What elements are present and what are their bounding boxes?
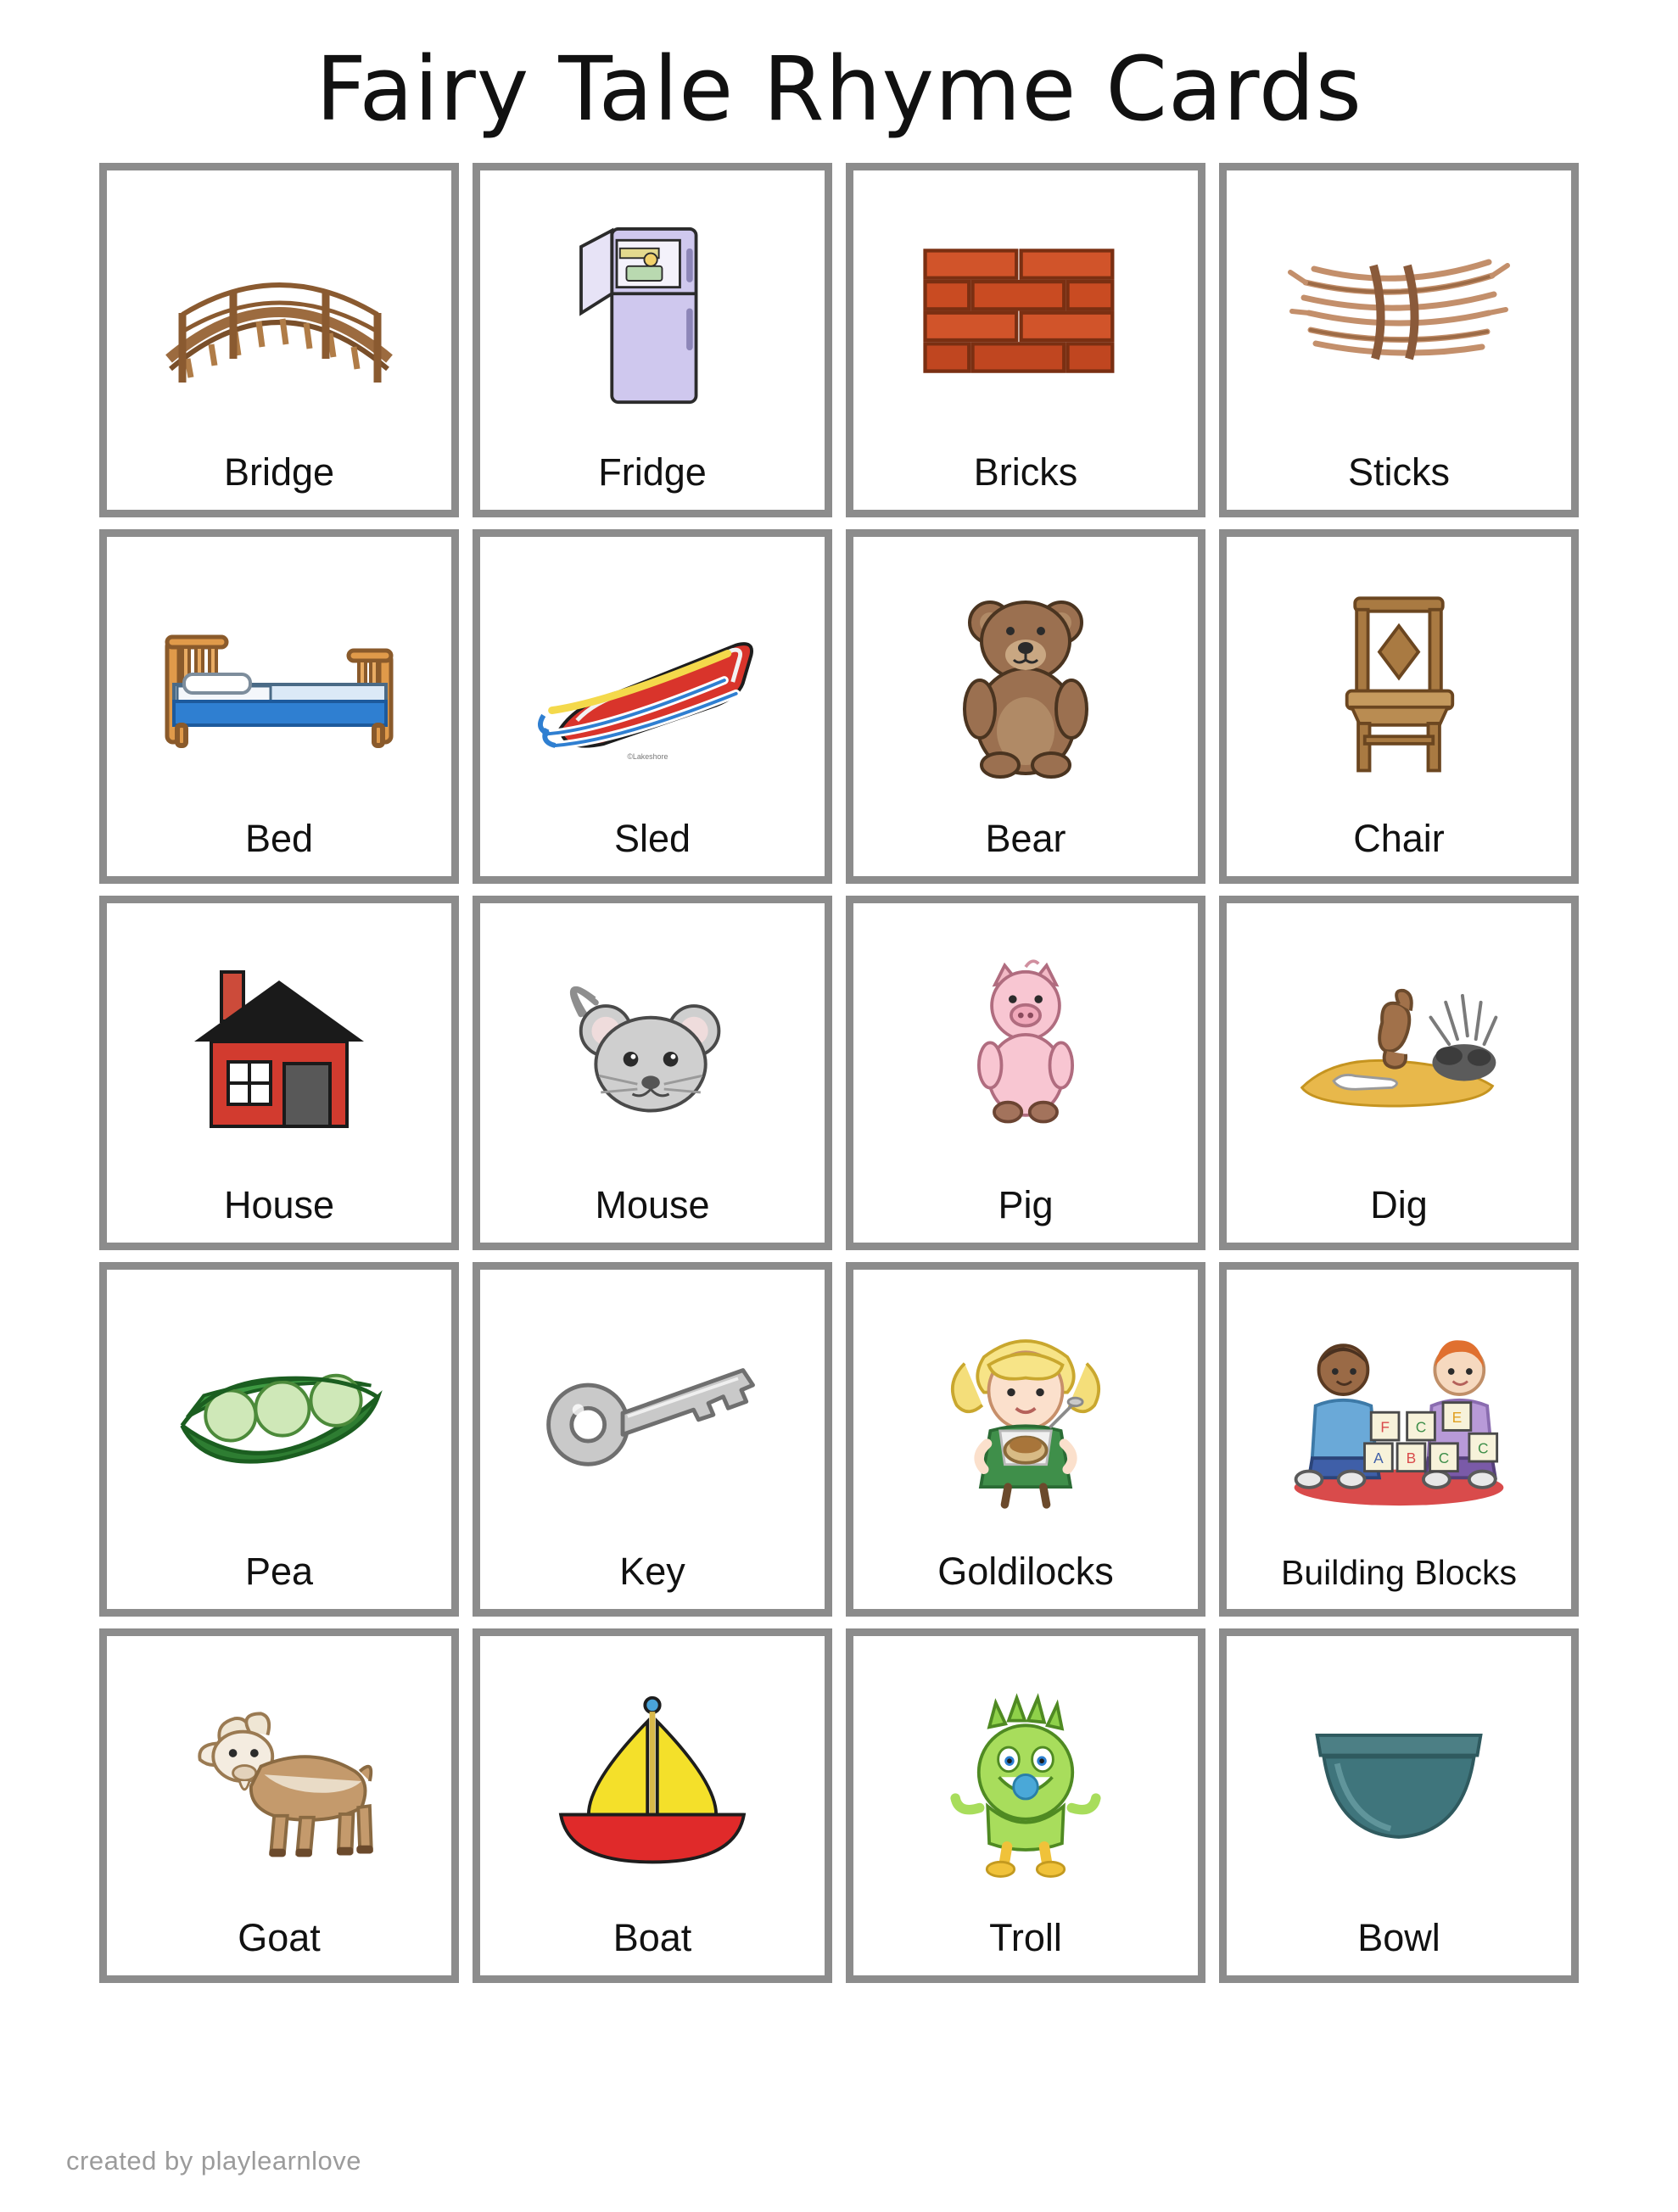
credit-line: created by playlearnlove bbox=[66, 2146, 362, 2176]
pea-pod-icon bbox=[162, 1349, 396, 1483]
svg-text:C: C bbox=[1415, 1418, 1427, 1436]
card-label: Bed bbox=[244, 817, 314, 861]
card-label: Pig bbox=[998, 1183, 1054, 1227]
card-label: House bbox=[223, 1183, 335, 1227]
boat-icon bbox=[545, 1692, 759, 1872]
sled-icon bbox=[527, 603, 778, 762]
svg-text:©Lakeshore: ©Lakeshore bbox=[627, 751, 668, 761]
rhyme-card bbox=[846, 529, 1205, 884]
rhyme-card bbox=[473, 529, 832, 884]
rhyme-card bbox=[473, 1262, 832, 1617]
card-art bbox=[112, 1645, 446, 1919]
card-label: Goat bbox=[238, 1916, 321, 1960]
card-label: Bricks bbox=[973, 450, 1078, 494]
mouse-icon bbox=[544, 966, 761, 1132]
goat-icon bbox=[164, 1695, 394, 1868]
bed-icon bbox=[152, 606, 406, 759]
bricks-icon bbox=[907, 234, 1144, 399]
rhyme-card bbox=[846, 1262, 1205, 1617]
card-art bbox=[485, 912, 819, 1186]
card-art bbox=[112, 1278, 446, 1552]
chair-icon bbox=[1317, 585, 1480, 780]
bridge-icon bbox=[139, 232, 419, 401]
svg-text:A: A bbox=[1373, 1449, 1384, 1466]
rhyme-card bbox=[473, 896, 832, 1250]
rhyme-card bbox=[846, 163, 1205, 517]
card-label: Bridge bbox=[223, 450, 335, 494]
card-label: Goldilocks bbox=[937, 1550, 1114, 1594]
card-art bbox=[859, 179, 1193, 453]
card-art bbox=[1232, 179, 1566, 453]
printable-page bbox=[0, 37, 1678, 2212]
svg-text:C: C bbox=[1477, 1439, 1489, 1457]
pig-icon bbox=[945, 952, 1106, 1146]
rhyme-card bbox=[99, 529, 459, 884]
rhyme-card bbox=[99, 896, 459, 1250]
rhyme-card bbox=[1219, 896, 1579, 1250]
troll-icon bbox=[941, 1684, 1110, 1880]
card-label: Fridge bbox=[598, 450, 707, 494]
fridge-icon bbox=[563, 218, 741, 415]
card-art bbox=[859, 545, 1193, 819]
rhyme-card[interactable] bbox=[99, 163, 459, 517]
card-label: Key bbox=[619, 1550, 685, 1594]
rhyme-card bbox=[1219, 1262, 1579, 1617]
svg-text:E: E bbox=[1451, 1408, 1463, 1426]
rhyme-card bbox=[99, 1262, 459, 1617]
card-art bbox=[112, 912, 446, 1186]
bear-icon bbox=[941, 585, 1110, 780]
key-icon bbox=[537, 1353, 768, 1478]
card-art bbox=[859, 912, 1193, 1186]
card-art bbox=[1232, 545, 1566, 819]
svg-text:B: B bbox=[1406, 1449, 1417, 1466]
card-label: Sled bbox=[613, 817, 691, 861]
card-art bbox=[485, 179, 819, 453]
rhyme-card[interactable] bbox=[473, 163, 832, 517]
building-blocks-icon bbox=[1273, 1327, 1524, 1507]
sticks-icon bbox=[1280, 232, 1518, 401]
goldilocks-icon bbox=[937, 1315, 1114, 1517]
card-label: Pea bbox=[244, 1550, 314, 1594]
card-label: Troll bbox=[989, 1916, 1062, 1960]
card-art bbox=[1232, 1278, 1566, 1556]
rhyme-card bbox=[1219, 1628, 1579, 1983]
card-label: Bowl bbox=[1357, 1916, 1440, 1960]
dig-icon bbox=[1282, 974, 1516, 1125]
card-label: Boat bbox=[612, 1916, 692, 1960]
card-label: Dig bbox=[1370, 1183, 1428, 1227]
card-label: Mouse bbox=[595, 1183, 710, 1227]
svg-text:C: C bbox=[1438, 1449, 1450, 1466]
card-label: Bear bbox=[985, 817, 1066, 861]
rhyme-card bbox=[846, 896, 1205, 1250]
house-icon bbox=[177, 960, 381, 1138]
card-label: Building Blocks bbox=[1280, 1553, 1518, 1593]
rhyme-card bbox=[99, 1628, 459, 1983]
rhyme-card bbox=[846, 1628, 1205, 1983]
card-art bbox=[1232, 912, 1566, 1186]
card-art bbox=[485, 545, 819, 819]
card-art bbox=[859, 1278, 1193, 1552]
card-art bbox=[112, 545, 446, 819]
card-art bbox=[1232, 1645, 1566, 1919]
rhyme-card bbox=[473, 1628, 832, 1983]
card-art bbox=[485, 1645, 819, 1919]
rhyme-card bbox=[1219, 163, 1579, 517]
card-label: Chair bbox=[1353, 817, 1445, 861]
svg-text:F: F bbox=[1380, 1418, 1390, 1436]
rhyme-card-grid bbox=[0, 163, 1678, 1983]
bowl-icon bbox=[1299, 1715, 1499, 1849]
card-art bbox=[485, 1278, 819, 1552]
card-art bbox=[859, 1645, 1193, 1919]
card-label: Sticks bbox=[1347, 450, 1450, 494]
rhyme-card bbox=[1219, 529, 1579, 884]
card-art bbox=[112, 179, 446, 453]
page-title: Fairy Tale Rhyme Cards bbox=[316, 37, 1362, 141]
